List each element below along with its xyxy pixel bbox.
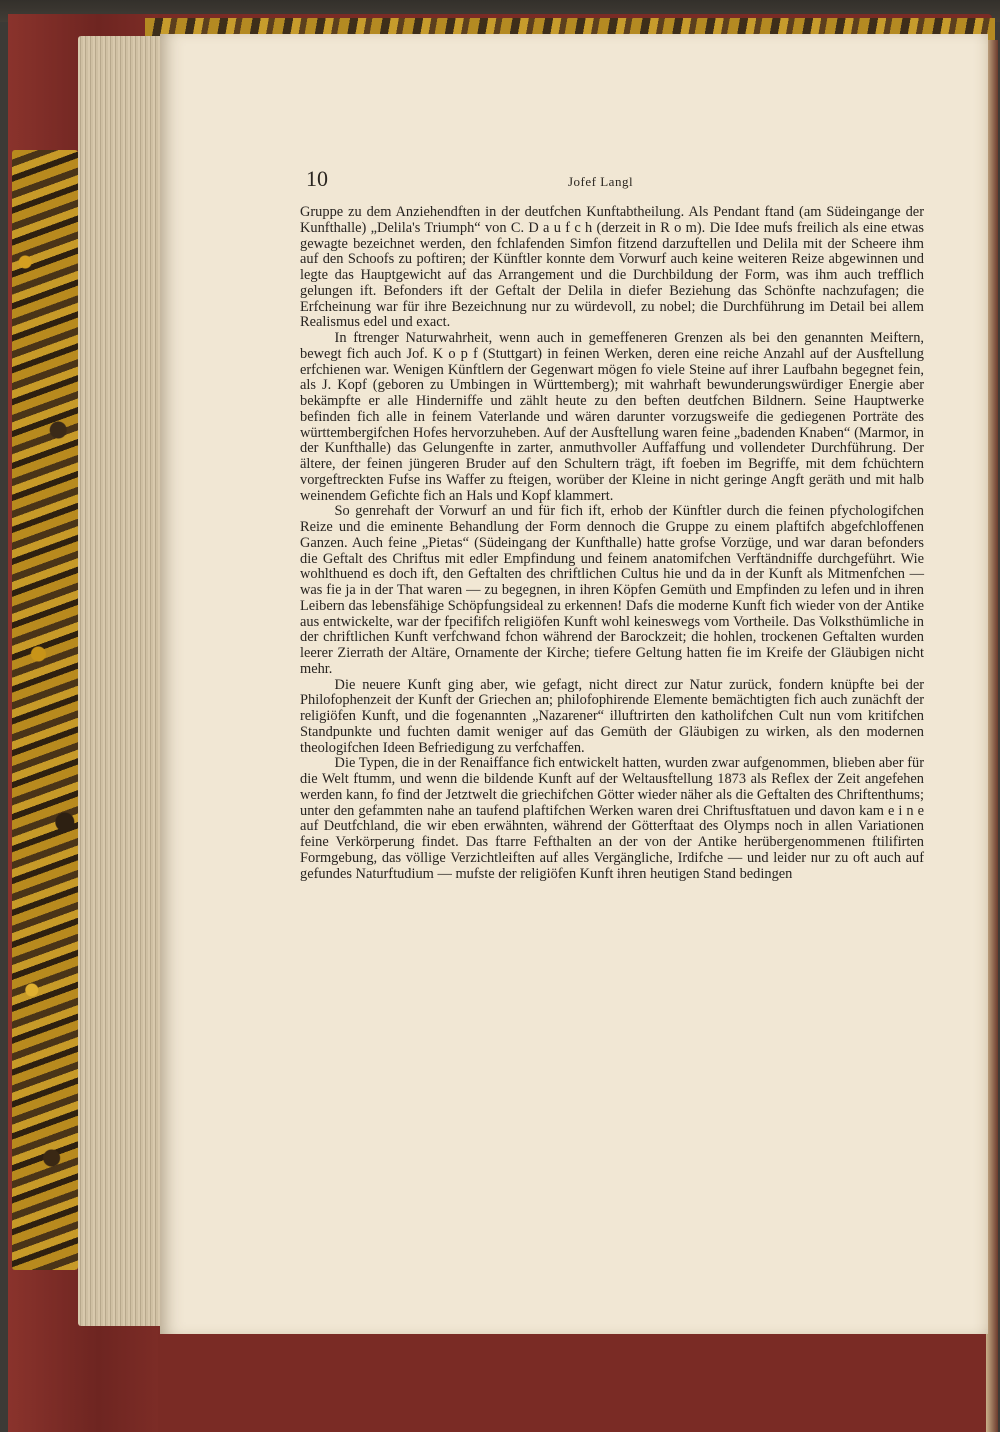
- page-stack-edges: [78, 36, 170, 1326]
- paragraph: Die Typen, die in der Renaiffance fich entwickelt hatten, wurden zwar aufgenommen, blieben aber für die Welt ftumm, und wenn die bildende Kunft auf der Weltausftellung 1873 als Reflex der Zeit angefehen werden kann, fo find der Jetztwelt die griechifchen Götter wieder näher als die Geftalten des Chriftenthums; unter den gefammten nahe an taufend plaftifchen Werken waren drei Chriftusftatuen und davon kam e i n e auf Deutfchland, die wir eben erwähnten, während der Götterftaat des Olymps noch in allen Variationen feine Verkörperung findet. Das ftarre Fefthalten an der von der Antike herübergenommenen ftilifirten Formgebung, das völlige Verzichtleiften auf alles Vergängliche, Irdifche — und leider nur zu oft auch auf gefundes Naturftudium — mufste der religiöfen Kunft ihren heutigen Stand bedingen: [300, 755, 924, 882]
- paragraph: Gruppe zu dem Anziehendften in der deutfchen Kunftabtheilung. Als Pendant ftand (am Südeingange der Kunfthalle) „Delila's Triumph“ von C. D a u f c h (derzeit in R o m). Die Idee mufs freilich als eine etwas gewagte bezeichnet werden, den fchlafenden Simfon fitzend darzuftellen und Delila mit der Scheere ihm auf den Schoofs zu poftiren; der Künftler konnte dem Vorwurf auch keine weiteren Reize abgewinnen und legte das Hauptgewicht auf das Arrangement und die Durchbildung der Form, was ihm auch trefflich gelungen ift. Befonders ift der Geftalt der Delila in diefer Beziehung das Schönfte nachzufagen; die Erfcheinung war für ihre Bezeichnung nur zu würdevoll, zu nobel; die Durchführung im Detail bei allem Realismus edel und exact.: [300, 204, 924, 331]
- body-text: [300, 205, 924, 882]
- page-number: 10: [306, 166, 328, 191]
- running-head: Jofef Langl: [568, 174, 634, 189]
- paragraph: In ftrenger Naturwahrheit, wenn auch in gemeffeneren Grenzen als bei den genannten Meiftern, bewegt fich auch Jof. K o p f (Stuttgart) in feinen Werken, deren eine reiche Anzahl auf der Ausftellung erfchienen war. Wenigen Künftlern der Gegenwart mögen fo viele Steine auf ihrer Laufbahn begegnet fein, als J. Kopf (geboren zu Umbingen in Württemberg); mit wahrhaft bewunderungswürdiger Energie aber bekämpfte er alle Hinderniffe und zählt heute zu den beften deutfchen Bildnern. Seine Hauptwerke befinden fich alle in feinem Vaterlande und wären darunter vorzugsweife die gediegenen Porträte des württembergifchen Hofes hervorzuheben. Auf der Ausftellung waren feine „badenden Knaben“ (Marmor, in der Kunfthalle) das Gelungenfte in zarter, anmuthvoller Auffaffung und vollendeter Durchführung. Der ältere, der feinen jüngeren Bruder auf den Schultern trägt, ift foeben im Begriffe, mit dem fchüchtern vorgeftreckten Fufse ins Waffer zu fteigen, worüber der Kleine in nicht geringe Angft geräth und mit halb weinendem Gefichte fich an Hals und Kopf klammert.: [300, 330, 924, 504]
- paragraph: So genrehaft der Vorwurf an und für fich ift, erhob der Künftler durch die feinen pfychologifchen Reize und die eminente Behandlung der Form dennoch die Gruppe zu einem plaftifch abgefchloffenen Ganzen. Auch feine „Pietas“ (Südeingang der Kunfthalle) hatte grofse Vorzüge, und war daran befonders die Geftalt des Chriftus mit edler Empfindung und feinem anatomifchen Verftändniffe durchgeführt. Wie wohlthuend es doch ift, den Geftalten des chriftlichen Cultus hie und da in der Kunft als Mitmenfchen — was fie ja in der That waren — zu begegnen, in ihren Köpfen Gemüth und Empfinden zu lefen und in ihren Leibern das lebensfähige Schöpfungsideal zu erkennen! Dafs die moderne Kunft fich wieder von der Antike aus entwickelte, war der fpecififch religiöfen Kunft wohl keineswegs vom Vortheile. Das Volksthümliche in der chriftlichen Kunft verfchwand fchon während der Barockzeit; die hohlen, trockenen Geftalten wurden leerer Zierrath der Altäre, Ornamente der Kirche; tiefere Geltung hatten fie im Kreife der Gläubigen nicht mehr.: [300, 503, 924, 677]
- marbled-endpaper-left: [12, 150, 78, 1270]
- paragraph: Die neuere Kunft ging aber, wie gefagt, nicht direct zur Natur zurück, fondern knüpfte bei der Philofophenzeit der Kunft der Griechen an; philofophirende Elemente bemächtigten fich auch zunächft der religiöfen Kunft, und die fogenannten „Nazarener“ illuftrirten den katholifchen Cult nun vom kritifchen Standpunkte und fuchten damit weniger auf das Gemüth der Gläubigen zu wirken, als den modernen theologifchen Ideen Befriedigung zu verfchaffen.: [300, 676, 924, 756]
